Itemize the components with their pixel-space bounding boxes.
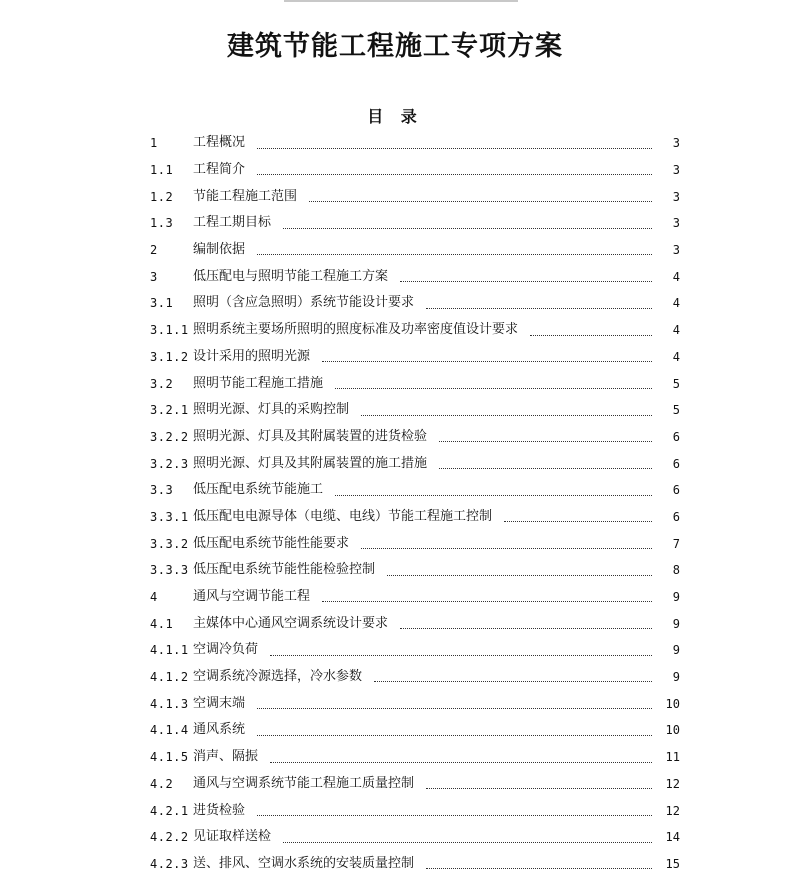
- toc-entry-number: 4.1.4: [150, 723, 189, 738]
- toc-dot-leader: [257, 735, 652, 736]
- toc-dot-leader: [361, 415, 652, 416]
- toc-entry-title: 设计采用的照明光源: [193, 348, 311, 364]
- table-of-contents: [150, 130, 680, 877]
- toc-entry-page: 8: [672, 563, 680, 578]
- toc-entry-page: 4: [672, 296, 680, 311]
- toc-entry-number: 3.2.3: [150, 456, 189, 471]
- toc-dot-leader: [400, 628, 652, 629]
- toc-entry-number: 3.3.2: [150, 536, 189, 551]
- toc-entry[interactable]: [150, 690, 680, 717]
- toc-entry-number: 3.3.3: [150, 563, 189, 578]
- toc-entry-page: 3: [672, 189, 680, 204]
- toc-entry-page: 4: [672, 269, 680, 284]
- toc-entry-number: 4.1.3: [150, 696, 189, 711]
- toc-entry-title: 进货检验: [193, 802, 246, 818]
- toc-dot-leader: [361, 548, 652, 549]
- toc-entry-page: 5: [672, 376, 680, 391]
- toc-entry-title: 节能工程施工范围: [193, 188, 298, 204]
- toc-dot-leader: [283, 842, 652, 843]
- toc-dot-leader: [270, 762, 652, 763]
- toc-entry-page: 9: [672, 643, 680, 658]
- toc-dot-leader: [426, 788, 652, 789]
- toc-entry-page: 10: [665, 723, 680, 738]
- toc-entry-title: 照明光源、灯具及其附属装置的进货检验: [193, 428, 428, 444]
- toc-entry-title: 送、排风、空调水系统的安装质量控制: [193, 855, 415, 871]
- toc-dot-leader: [309, 201, 652, 202]
- toc-entry-title: 照明光源、灯具的采购控制: [193, 402, 350, 418]
- toc-entry-number: 3.3: [150, 483, 174, 498]
- toc-entry[interactable]: [150, 237, 680, 264]
- toc-entry[interactable]: [150, 290, 680, 317]
- toc-entry[interactable]: [150, 504, 680, 531]
- toc-entry-page: 9: [672, 616, 680, 631]
- toc-entry[interactable]: [150, 797, 680, 824]
- toc-entry-title: 工程工期目标: [193, 215, 272, 231]
- toc-dot-leader: [374, 681, 652, 682]
- toc-entry-number: 4.1.2: [150, 670, 189, 685]
- toc-entry-title: 工程简介: [193, 162, 246, 178]
- toc-dot-leader: [439, 468, 652, 469]
- toc-entry[interactable]: [150, 210, 680, 237]
- toc-entry-page: 3: [672, 243, 680, 258]
- toc-entry[interactable]: [150, 584, 680, 611]
- toc-dot-leader: [257, 254, 652, 255]
- toc-entry-page: 12: [665, 803, 680, 818]
- toc-entry-title: 照明系统主要场所照明的照度标准及功率密度值设计要求: [193, 322, 519, 338]
- toc-dot-leader: [257, 148, 652, 149]
- toc-entry[interactable]: [150, 263, 680, 290]
- toc-entry-number: 1.2: [150, 189, 174, 204]
- toc-entry-page: 6: [672, 509, 680, 524]
- document-title: 建筑节能工程施工专项方案: [227, 31, 563, 62]
- toc-entry-title: 通风与空调系统节能工程施工质量控制: [193, 775, 415, 791]
- toc-entry-title: 空调系统冷源选择，冷水参数: [193, 669, 363, 685]
- toc-entry-page: 7: [672, 536, 680, 551]
- toc-entry-number: 4: [150, 590, 158, 605]
- toc-entry-number: 3.2.1: [150, 403, 189, 418]
- toc-entry-page: 11: [665, 750, 680, 765]
- toc-entry[interactable]: [150, 824, 680, 851]
- toc-entry-number: 1.1: [150, 163, 174, 178]
- toc-entry-page: 15: [665, 856, 680, 871]
- toc-entry-title: 低压配电与照明节能工程施工方案: [193, 268, 389, 284]
- toc-entry-page: 5: [672, 403, 680, 418]
- toc-dot-leader: [335, 495, 652, 496]
- toc-dot-leader: [439, 441, 652, 442]
- toc-entry[interactable]: [150, 317, 680, 344]
- toc-dot-leader: [322, 601, 652, 602]
- toc-entry-number: 4.1: [150, 616, 174, 631]
- toc-entry-page: 6: [672, 429, 680, 444]
- toc-dot-leader: [530, 335, 652, 336]
- toc-entry[interactable]: [150, 130, 680, 157]
- toc-dot-leader: [504, 521, 652, 522]
- toc-entry-number: 3.3.1: [150, 509, 189, 524]
- toc-entry-title: 照明（含应急照明）系统节能设计要求: [193, 295, 415, 311]
- toc-entry-title: 消声、隔振: [193, 749, 259, 765]
- toc-entry[interactable]: [150, 851, 680, 877]
- toc-entry-number: 3.2: [150, 376, 174, 391]
- toc-entry[interactable]: [150, 477, 680, 504]
- toc-entry-title: 低压配电系统节能性能检验控制: [193, 562, 376, 578]
- toc-entry-title: 工程概况: [193, 135, 246, 151]
- toc-entry-title: 低压配电电源导体（电缆、电线）节能工程施工控制: [193, 508, 493, 524]
- toc-entry[interactable]: [150, 424, 680, 451]
- toc-dot-leader: [270, 655, 652, 656]
- toc-entry[interactable]: [150, 157, 680, 184]
- toc-dot-leader: [400, 281, 652, 282]
- toc-entry-title: 照明光源、灯具及其附属装置的施工措施: [193, 455, 428, 471]
- top-rule: [284, 0, 518, 2]
- toc-dot-leader: [387, 575, 652, 576]
- toc-entry[interactable]: [150, 344, 680, 371]
- toc-entry-title: 通风与空调节能工程: [193, 589, 311, 605]
- toc-entry[interactable]: [150, 183, 680, 210]
- toc-entry-number: 3.1.2: [150, 349, 189, 364]
- toc-entry-page: 12: [665, 776, 680, 791]
- toc-entry-number: 4.1.1: [150, 643, 189, 658]
- toc-entry-number: 1: [150, 136, 158, 151]
- toc-dot-leader: [257, 708, 652, 709]
- toc-entry-title: 通风系统: [193, 722, 246, 738]
- toc-entry[interactable]: [150, 717, 680, 744]
- toc-entry-number: 4.2: [150, 776, 174, 791]
- toc-entry[interactable]: [150, 450, 680, 477]
- toc-entry[interactable]: [150, 397, 680, 424]
- toc-dot-leader: [322, 361, 652, 362]
- toc-entry[interactable]: [150, 637, 680, 664]
- toc-entry-page: 9: [672, 590, 680, 605]
- toc-entry-number: 4.2.3: [150, 856, 189, 871]
- toc-entry-number: 2: [150, 243, 158, 258]
- toc-entry-title: 空调冷负荷: [193, 642, 259, 658]
- toc-dot-leader: [257, 174, 652, 175]
- toc-entry-title: 照明节能工程施工措施: [193, 375, 324, 391]
- toc-entry-page: 14: [665, 830, 680, 845]
- toc-entry-page: 6: [672, 483, 680, 498]
- toc-dot-leader: [426, 308, 652, 309]
- toc-entry-page: 3: [672, 163, 680, 178]
- toc-entry-title: 低压配电系统节能施工: [193, 482, 324, 498]
- toc-entry-number: 4.2.1: [150, 803, 189, 818]
- toc-entry-number: 4.2.2: [150, 830, 189, 845]
- toc-entry-number: 1.3: [150, 216, 174, 231]
- toc-entry[interactable]: [150, 370, 680, 397]
- toc-entry-number: 3: [150, 269, 158, 284]
- toc-entry[interactable]: [150, 771, 680, 798]
- toc-entry[interactable]: [150, 664, 680, 691]
- toc-entry[interactable]: [150, 744, 680, 771]
- toc-entry-page: 4: [672, 323, 680, 338]
- toc-entry-number: 4.1.5: [150, 750, 189, 765]
- toc-entry[interactable]: [150, 530, 680, 557]
- toc-entry[interactable]: [150, 610, 680, 637]
- toc-entry-title: 见证取样送检: [193, 829, 272, 845]
- toc-entry-number: 3.1: [150, 296, 174, 311]
- toc-entry[interactable]: [150, 557, 680, 584]
- toc-entry-page: 10: [665, 696, 680, 711]
- toc-dot-leader: [283, 228, 652, 229]
- toc-entry-title: 编制依据: [193, 242, 246, 258]
- toc-heading: 目 录: [367, 107, 423, 126]
- toc-entry-page: 6: [672, 456, 680, 471]
- toc-dot-leader: [335, 388, 652, 389]
- toc-dot-leader: [257, 815, 652, 816]
- toc-entry-page: 4: [672, 349, 680, 364]
- toc-entry-number: 3.1.1: [150, 323, 189, 338]
- toc-entry-title: 低压配电系统节能性能要求: [193, 535, 350, 551]
- toc-entry-page: 3: [672, 216, 680, 231]
- toc-entry-title: 空调末端: [193, 695, 246, 711]
- toc-entry-page: 9: [672, 670, 680, 685]
- toc-entry-number: 3.2.2: [150, 429, 189, 444]
- toc-entry-title: 主媒体中心通风空调系统设计要求: [193, 615, 389, 631]
- toc-dot-leader: [426, 868, 652, 869]
- toc-entry-page: 3: [672, 136, 680, 151]
